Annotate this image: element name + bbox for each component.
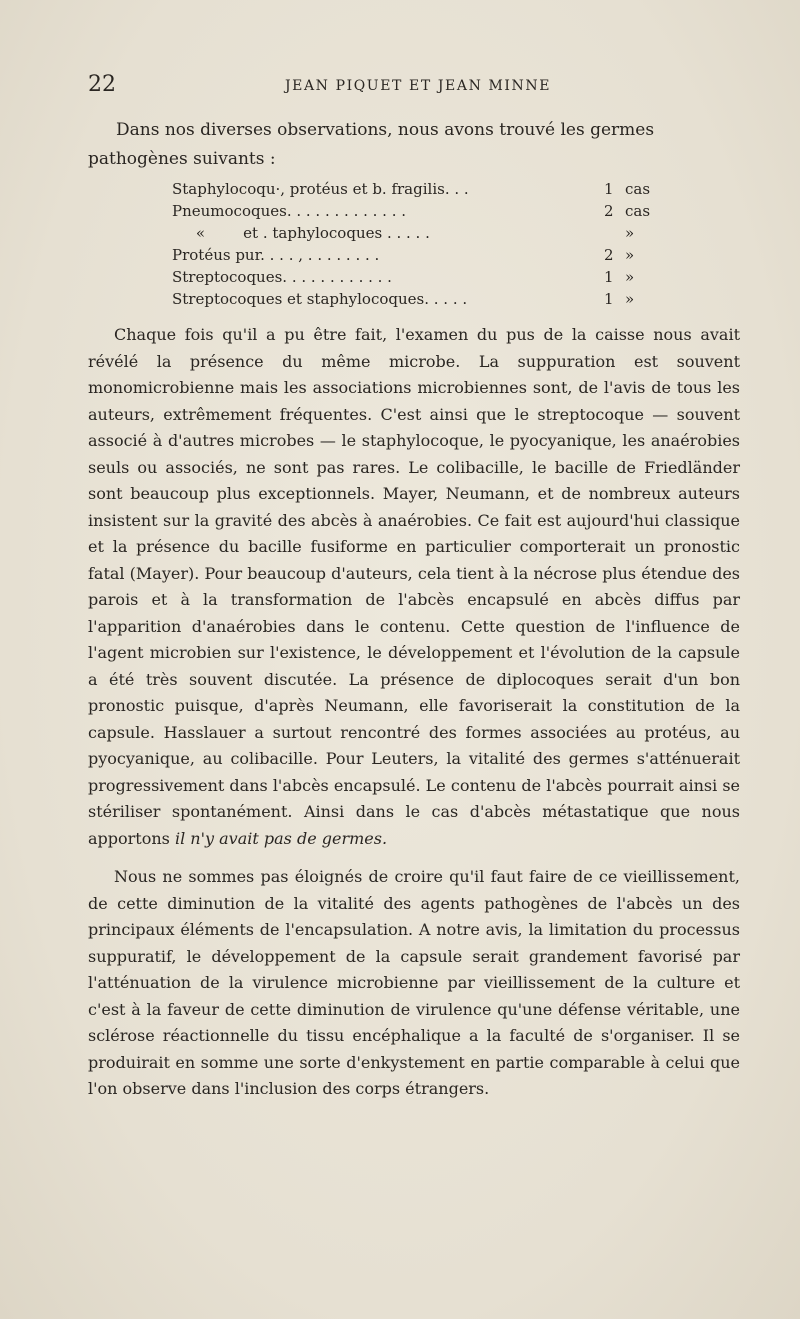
germ-count: 1	[604, 180, 614, 198]
germ-unit: »	[625, 290, 635, 308]
intro-text: Dans nos diverses observations, nous avons trouvé les germes pathogènes suivants :	[88, 120, 655, 169]
germ-name: Protéus pur. . . . , . . . . . . . .	[172, 246, 380, 264]
germ-name: Staphylocoqu·, protéus et b. fragilis. . .	[172, 180, 469, 198]
germ-row	[172, 200, 692, 222]
germ-name: Pneumocoques. . . . . . . . . . . . .	[172, 202, 407, 220]
germ-name: Streptocoques. . . . . . . . . . . .	[172, 268, 392, 286]
germ-row	[172, 266, 692, 288]
germ-row	[172, 222, 692, 244]
germ-unit: »	[625, 246, 635, 264]
paragraph-microbes	[88, 322, 740, 852]
germ-unit: cas	[625, 202, 651, 220]
page-header	[88, 72, 748, 102]
germ-name: Streptocoques et staphylocoques. . . . .	[172, 290, 468, 308]
germ-row	[172, 178, 692, 200]
germ-name: « et . taphylocoques . . . . .	[172, 224, 430, 242]
germ-count: 2	[604, 202, 614, 220]
germ-count: 1	[604, 290, 614, 308]
germ-unit: »	[625, 268, 635, 286]
paragraph-microbes-text: Chaque fois qu'il a pu être fait, l'examen du pus de la caisse nous avait révélé la présence du même microbe. La suppuration est souvent monomicrobienne mais les associations microbiennes sont, de l'avis de tous les auteurs, extrêmement fréquentes. C'est ainsi que le streptocoque — souvent associé à d'autres microbes — le staphylocoque, le pyocyanique, les anaérobies seuls ou associés, ne sont pas rares. Le colibacille, le bacille de Friedländer sont beaucoup plus exceptionnels. Mayer, Neumann, et de nombreux auteurs insistent sur la gravité des abcès à anaérobies. Ce fait est aujourd'hui classique et la présence du bacille fusiforme en particulier comporterait un pronostic fatal (Mayer). Pour beaucoup d'auteurs, cela tient à la nécrose plus étendue des parois et à la transformation de l'abcès encapsulé en abcès diffus par l'apparition d'anaérobies dans le contenu. Cette question de l'influence de l'agent microbien sur l'existence, le développement et l'évolution de la capsule a été très souvent discutée. La présence de diplocoques serait d'un bon pronostic puisque, d'après Neumann, elle favoriserait la constitution de la capsule. Hasslauer a surtout rencontré des formes associées au protéus, au pyocyanique, au colibacille. Pour Leuters, la vitalité des germes s'atténuerait progressivement dans l'abcès encapsulé. Le contenu de l'abcès pourrait ainsi se stériliser spontanément. Ainsi dans le cas d'abcès métastatique que nous apportons	[88, 325, 740, 848]
germ-row	[172, 288, 692, 310]
germ-unit: cas	[625, 180, 651, 198]
germ-unit: »	[625, 224, 635, 242]
body-text	[88, 322, 740, 1115]
italic-conclusion: il n'y avait pas de germes.	[174, 828, 388, 848]
germ-list	[172, 178, 692, 310]
page-number: 22	[88, 72, 116, 97]
germ-row	[172, 244, 692, 266]
running-head: JEAN PIQUET ET JEAN MINNE	[284, 78, 552, 94]
germ-count: 1	[604, 268, 614, 286]
germ-count: 2	[604, 246, 614, 264]
intro-paragraph	[88, 116, 738, 174]
paragraph-encapsulation: Nous ne sommes pas éloignés de croire qu'il faut faire de ce vieillissement, de cette diminution de la vitalité des agents pathogènes de l'abcès un des principaux éléments de l'encapsulation. A notre avis, la limitation du processus suppuratif, le développement de la capsule serait grandement favorisé par l'atténuation de la virulence microbienne par vieillissement de la culture et c'est à la faveur de cette diminution de virulence qu'une défense véritable, une sclérose réactionnelle du tissu encéphalique a la faculté de s'organiser. Il se produirait en somme une sorte d'enkystement en partie comparable à celui que l'on observe dans l'inclusion des corps étrangers.	[88, 867, 740, 1098]
